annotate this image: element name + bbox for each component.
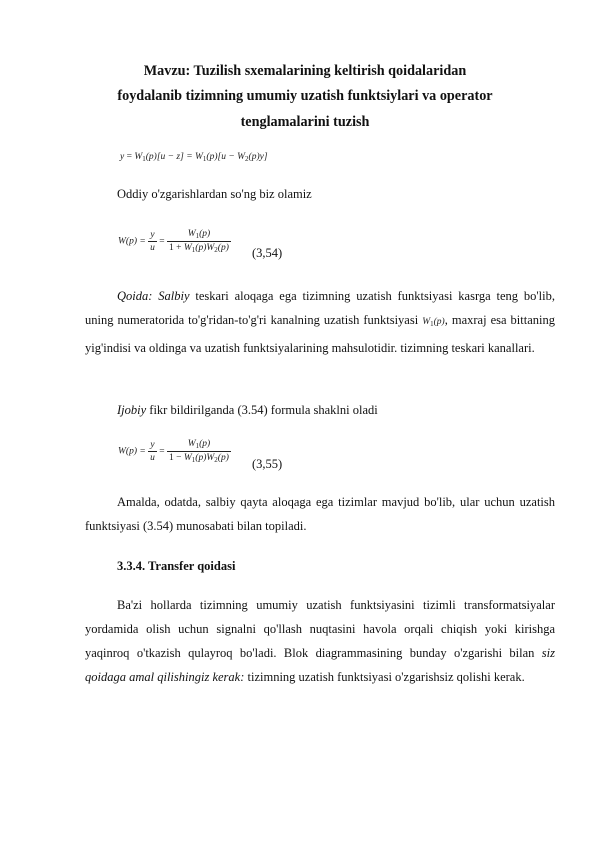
section-heading: 3.3.4. Transfer qoidasi xyxy=(117,559,236,573)
eq354-den-w2: W xyxy=(206,243,215,253)
eq354-lhs: W(p) = xyxy=(118,236,149,247)
equation-3-54 xyxy=(118,229,231,254)
transfer-italic: siz qoidaga amal qilishingiz kerak: xyxy=(85,646,556,684)
eq354-y-over-u xyxy=(148,230,157,253)
title-line-2: foydalanib tizimning umumiy uzatish funktsiylari va operator xyxy=(117,88,493,104)
positive-label: Ijobiy xyxy=(117,403,147,417)
formula-w1: W xyxy=(134,152,143,162)
eq354-den-s2: 2 xyxy=(214,246,218,254)
eq354-den-p1: (p) xyxy=(195,243,207,253)
rule-w1-formula xyxy=(422,317,445,327)
transfer-paragraph xyxy=(85,593,555,689)
eq354-den-s1: 1 xyxy=(191,246,196,254)
eq355-denominator xyxy=(167,452,231,464)
rule-w-sub: 1 xyxy=(430,320,434,328)
formula-w1b: W xyxy=(195,152,203,162)
equation-number-3-54: (3,54) xyxy=(252,246,283,260)
title-line-3: tenglamalarini tuzish xyxy=(240,114,370,130)
eq355-numerator xyxy=(167,439,231,452)
eq355-num-sub: 1 xyxy=(195,442,200,450)
formula-equals: = xyxy=(126,152,135,162)
transfer-text-2: tizimning uzatish funktsiyasi o'zgarishsiz qolishi kerak. xyxy=(244,670,525,684)
eq355-y: y xyxy=(148,440,157,452)
rule-w-p: (p) xyxy=(433,317,445,327)
formula-part2: (p)[u − xyxy=(206,152,238,162)
formula-w2: W xyxy=(237,152,246,162)
practice-paragraph: Amalda, odatda, salbiy qayta aloqaga ega tizimlar mavjud bo'lib, ular uchun uzatish funktsiyasi (3.54) munosabati bilan topiladi. xyxy=(85,495,555,533)
title-line-1: Mavzu: Tuzilish sxemalarining keltirish qoidalaridan xyxy=(143,63,467,79)
positive-text: fikr bildirilganda (3.54) formula shaklni oladi xyxy=(146,403,378,417)
eq355-den-p1: (p) xyxy=(195,453,207,463)
formula-feedback-relation xyxy=(120,152,268,163)
eq355-num-p: (p) xyxy=(199,439,211,449)
eq354-den-w1: W xyxy=(183,243,192,253)
transfer-text-1: Ba'zi hollarda tizimning umumiy uzatish funktsiyasini tizimli transformatsiyalar yordamida olish uchun signalni qo'llash nuqtasini havola orqali chiqish yoki kirishga yaqinroq o'tkazish qulayroq bo'ladi. Blok diagrammasining bunday o'zgarishi bilan xyxy=(85,598,555,660)
formula-y: y xyxy=(120,152,125,162)
positive-feedback-text xyxy=(117,403,378,418)
rule-paragraph xyxy=(85,284,555,360)
equation-number-3-55: (3,55) xyxy=(252,457,283,471)
eq354-denominator xyxy=(167,242,231,254)
rule-text-2: , maxraj esa bittaning yig'indisi va oldinga va uzatish funktsiyalarining mahsulotidir. tizimning teskari kanallari. xyxy=(85,313,556,355)
eq354-eq: = xyxy=(156,236,168,247)
eq354-fraction xyxy=(167,229,231,254)
eq355-den-w1: W xyxy=(183,453,192,463)
eq354-u: u xyxy=(150,243,155,253)
formula-part3: (p)y] xyxy=(248,152,268,162)
formula-w1-sub: 1 xyxy=(142,155,146,163)
eq355-den-w2: W xyxy=(206,453,215,463)
intro-text: Oddiy o'zgarishlardan so'ng biz olamiz xyxy=(117,187,312,201)
rule-label: Qoida: Salbiy xyxy=(117,289,190,303)
eq355-eq: = xyxy=(156,446,168,457)
eq354-num-p: (p) xyxy=(199,229,211,239)
eq354-den-pre: 1 + xyxy=(169,243,184,253)
equation-3-55 xyxy=(118,439,231,464)
rule-text-1: teskari aloqaga ega tizimning uzatish funktsiyasi kasrga teng bo'lib, uning numeratorida to'g'ridan-to'g'ri kanalning uzatish funktsiyasi xyxy=(85,289,555,327)
eq355-lhs: W(p) = xyxy=(118,446,149,457)
rule-w: W xyxy=(422,317,431,327)
eq354-den-p2: (p) xyxy=(217,243,229,253)
eq354-numerator xyxy=(167,229,231,242)
formula-w1b-sub: 1 xyxy=(202,155,207,163)
eq355-y-over-u xyxy=(148,440,157,463)
eq355-den-s2: 2 xyxy=(214,456,218,464)
formula-w2-sub: 2 xyxy=(245,155,249,163)
formula-part1: (p)[u − z] = xyxy=(145,152,195,162)
eq355-den-p2: (p) xyxy=(217,453,229,463)
eq354-y: y xyxy=(148,230,157,242)
eq355-den-s1: 1 xyxy=(191,456,196,464)
eq355-num-w: W xyxy=(187,439,196,449)
eq354-num-sub: 1 xyxy=(195,232,200,240)
eq354-num-w: W xyxy=(187,229,196,239)
eq355-den-pre: 1 − xyxy=(169,453,184,463)
eq355-fraction xyxy=(167,439,231,464)
eq355-u: u xyxy=(150,453,155,463)
